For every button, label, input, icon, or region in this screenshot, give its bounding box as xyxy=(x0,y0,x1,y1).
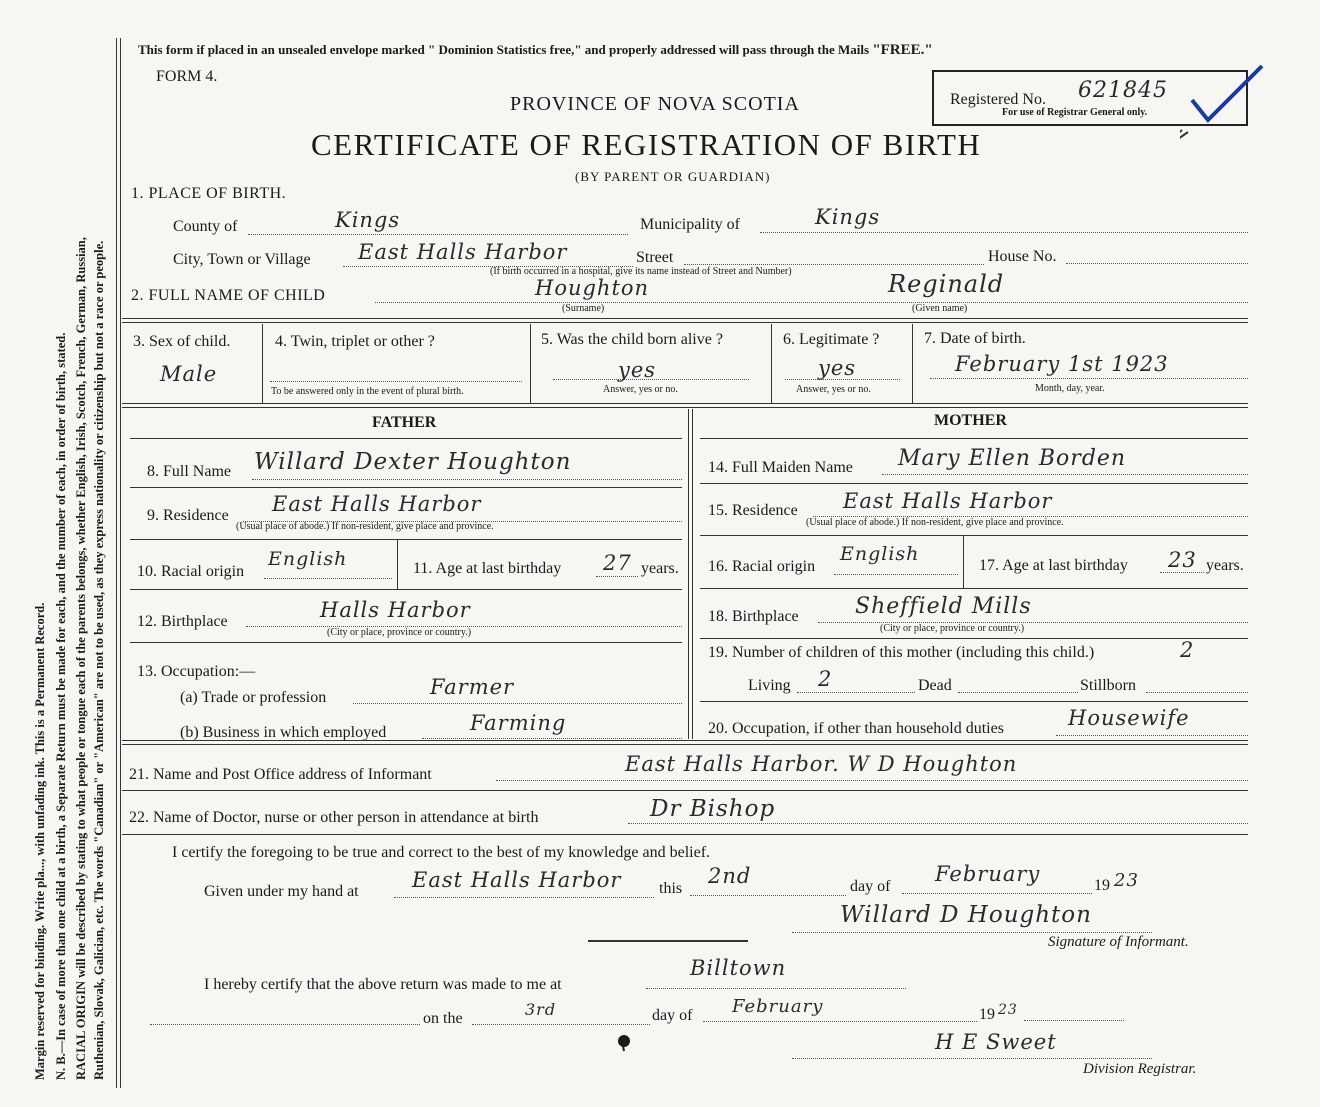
check-mark-icon xyxy=(1180,60,1270,160)
alive-label: 5. Was the child born alive ? xyxy=(541,331,723,348)
father-birthplace-value: Halls Harbor xyxy=(320,598,471,622)
occupation-heading: 13. Occupation:— xyxy=(137,663,256,680)
margin-note-binding: Margin reserved for binding. Write pla..., with unfading ink. This is a Permanent Record. xyxy=(33,602,47,1080)
registrar-signature: H E Sweet xyxy=(935,1030,1057,1054)
ink-blot-icon xyxy=(616,1034,632,1052)
margin-note-racial-origin: RACIAL ORIGIN will be described by stating to what people or tongue each of the parents belongs, whether English, Irish, Scotch, French, German, Russian, xyxy=(74,237,88,1080)
street-label: Street xyxy=(636,249,674,266)
mother-occupation-label: 20. Occupation, if other than household duties xyxy=(708,720,1004,737)
living-value: 2 xyxy=(818,667,833,691)
father-residence-value: East Halls Harbor xyxy=(272,492,482,516)
surname-value: Houghton xyxy=(535,276,650,300)
given-label: Given under my hand at xyxy=(204,883,359,900)
father-residence-note: (Usual place of abode.) If non-resident, give place and province. xyxy=(236,521,494,532)
doctor-label: 22. Name of Doctor, nurse or other person in attendance at birth xyxy=(129,809,539,826)
mother-birthplace-value: Sheffield Mills xyxy=(855,594,1032,619)
alive-value: yes xyxy=(618,358,657,382)
mother-occupation-value: Housewife xyxy=(1068,706,1190,730)
margin-note-multiple-births: N. B.—In case of more than one child at a birth, a Separate Return must be made for each, and the number of each, in order of birth, stated. xyxy=(54,332,68,1080)
county-label: County of xyxy=(173,218,238,235)
registered-number: 621845 xyxy=(1078,78,1168,103)
county-value: Kings xyxy=(335,208,401,232)
registered-label: Registered No. xyxy=(950,91,1046,108)
child-name-label: 2. FULL NAME OF CHILD xyxy=(131,287,326,304)
registrar-place-value: Billtown xyxy=(690,956,787,980)
registrar-year-prefix: 19 xyxy=(979,1006,995,1023)
form-number: FORM 4. xyxy=(156,68,218,85)
father-race-label: 10. Racial origin xyxy=(137,563,245,580)
trade-label: (a) Trade or profession xyxy=(180,689,327,706)
informant-signature-label: Signature of Informant. xyxy=(1048,934,1189,950)
province-title: PROVINCE OF NOVA SCOTIA xyxy=(510,93,800,115)
dob-note: Month, day, year. xyxy=(1035,383,1105,394)
father-age-unit: years. xyxy=(641,560,679,577)
father-name-value: Willard Dexter Houghton xyxy=(254,449,572,475)
given-day-value: 2nd xyxy=(708,864,752,888)
certificate-title: CERTIFICATE OF REGISTRATION OF BIRTH xyxy=(311,127,982,162)
given-year-prefix: 19 xyxy=(1094,877,1110,894)
surname-note: (Surname) xyxy=(562,303,605,314)
mother-birthplace-label: 18. Birthplace xyxy=(708,608,799,625)
city-label: City, Town or Village xyxy=(173,251,311,268)
dob-value: February 1st 1923 xyxy=(955,352,1169,376)
father-age-value: 27 xyxy=(603,551,632,575)
mother-residence-label: 15. Residence xyxy=(708,502,798,519)
legitimate-value: yes xyxy=(818,356,857,380)
house-label: House No. xyxy=(988,248,1057,265)
municipality-label: Municipality of xyxy=(640,216,740,233)
doctor-value: Dr Bishop xyxy=(650,796,776,822)
registrar-dayof-label: day of xyxy=(652,1007,693,1024)
mother-residence-note: (Usual place of abode.) If non-resident, give place and province. xyxy=(806,517,1064,528)
mail-note: This form if placed in an unsealed envelope marked " Dominion Statistics free," and properly addressed will pass through the Mails "FREE." xyxy=(138,42,933,58)
given-dayof-label: day of xyxy=(850,878,891,895)
dead-label: Dead xyxy=(918,677,952,694)
mother-residence-value: East Halls Harbor xyxy=(843,489,1053,513)
informant-value: East Halls Harbor. W D Houghton xyxy=(625,752,1018,776)
given-name-value: Reginald xyxy=(888,270,1005,298)
municipality-value: Kings xyxy=(815,205,881,229)
mother-race-label: 16. Racial origin xyxy=(708,558,816,575)
registrar-year-value: 23 xyxy=(998,1002,1018,1018)
twin-note: To be answered only in the event of plural birth. xyxy=(271,386,464,397)
informant-label: 21. Name and Post Office address of Informant xyxy=(129,766,432,783)
given-name-note: (Given name) xyxy=(912,303,968,314)
legitimate-note: Answer, yes or no. xyxy=(796,384,871,395)
place-heading: 1. PLACE OF BIRTH. xyxy=(131,185,287,202)
given-this-label: this xyxy=(659,880,683,897)
father-race-value: English xyxy=(268,548,348,570)
twin-label: 4. Twin, triplet or other ? xyxy=(275,333,435,350)
stillborn-label: Stillborn xyxy=(1080,677,1137,694)
registrar-signature-label: Division Registrar. xyxy=(1083,1061,1197,1077)
certificate-subtitle: (BY PARENT OR GUARDIAN) xyxy=(575,169,771,184)
legitimate-label: 6. Legitimate ? xyxy=(783,331,880,348)
children-count-label: 19. Number of children of this mother (including this child.) xyxy=(708,644,1095,661)
business-label: (b) Business in which employed xyxy=(180,724,387,741)
mother-age-unit: years. xyxy=(1206,557,1244,574)
children-count-value: 2 xyxy=(1180,638,1195,662)
father-age-label: 11. Age at last birthday xyxy=(413,560,562,577)
registrar-certify: I hereby certify that the above return was made to me at xyxy=(204,976,562,993)
given-place-value: East Halls Harbor xyxy=(412,868,622,892)
city-value: East Halls Harbor xyxy=(358,240,568,264)
living-label: Living xyxy=(748,677,791,694)
father-name-label: 8. Full Name xyxy=(147,463,231,480)
mother-race-value: English xyxy=(840,543,920,565)
given-month-value: February xyxy=(935,862,1041,886)
certify-statement: I certify the foregoing to be true and correct to the best of my knowledge and belief. xyxy=(172,844,711,861)
mother-name-value: Mary Ellen Borden xyxy=(898,446,1127,471)
margin-note-racial-origin-cont: Ruthenian, Slovak, Galician, etc. The words "Canadian" or "American" are not to be used, as they express nationality or citizenship but not a race or people. xyxy=(92,240,106,1080)
registrar-note: For use of Registrar General only. xyxy=(1002,107,1148,118)
father-heading: FATHER xyxy=(372,414,437,431)
trade-value: Farmer xyxy=(430,675,515,699)
alive-note: Answer, yes or no. xyxy=(603,384,678,395)
mother-birthplace-note: (City or place, province or country.) xyxy=(880,623,1025,634)
hospital-note: (If birth occurred in a hospital, give its name instead of Street and Number) xyxy=(490,266,792,277)
informant-signature: Willard D Houghton xyxy=(840,902,1092,928)
sex-value: Male xyxy=(160,362,218,386)
father-birthplace-label: 12. Birthplace xyxy=(137,613,228,630)
dob-label: 7. Date of birth. xyxy=(924,330,1026,347)
mother-age-value: 23 xyxy=(1168,548,1197,572)
registrar-day-value: 3rd xyxy=(525,1000,557,1019)
given-year-value: 23 xyxy=(1114,870,1139,891)
mother-name-label: 14. Full Maiden Name xyxy=(708,459,853,476)
mother-heading: MOTHER xyxy=(934,412,1007,429)
sex-label: 3. Sex of child. xyxy=(133,333,231,350)
registrar-on-label: on the xyxy=(423,1010,463,1027)
business-value: Farming xyxy=(470,711,567,735)
father-birthplace-note: (City or place, province or country.) xyxy=(327,627,472,638)
binding-border xyxy=(116,38,121,1088)
mother-age-label: 17. Age at last birthday xyxy=(979,557,1128,574)
registrar-month-value: February xyxy=(732,996,824,1017)
father-residence-label: 9. Residence xyxy=(147,507,229,524)
